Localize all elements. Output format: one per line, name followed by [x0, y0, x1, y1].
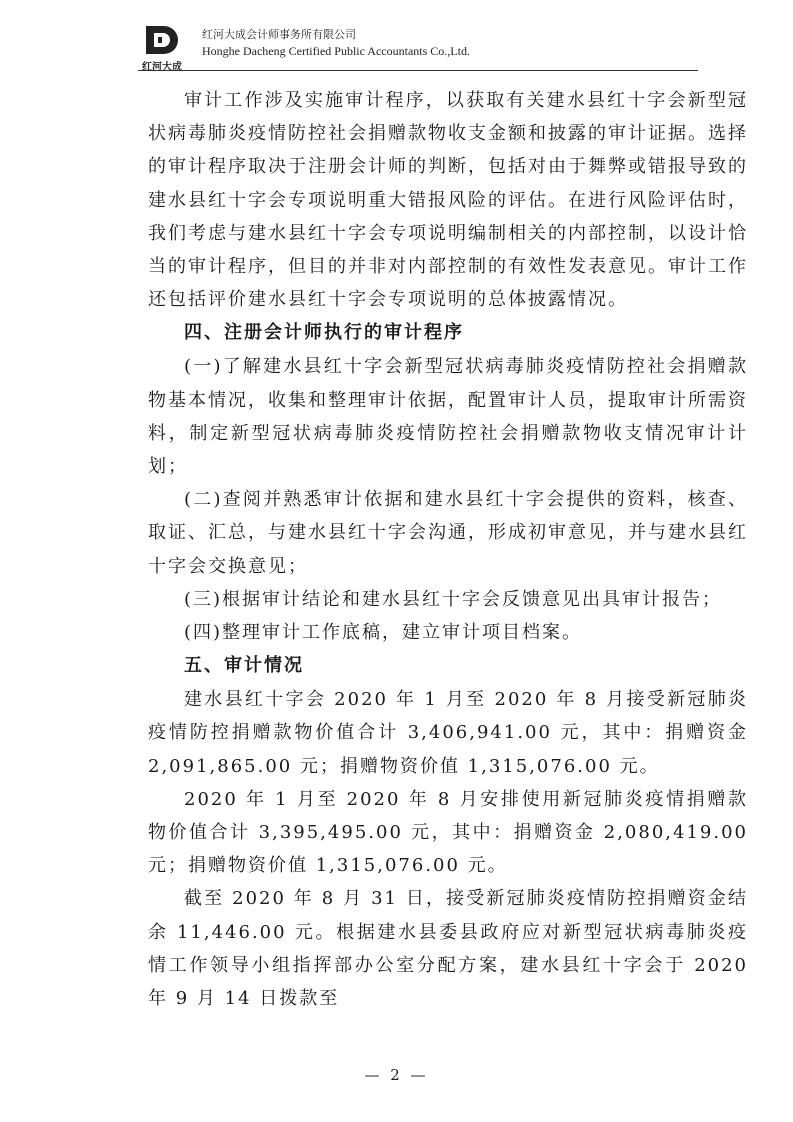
page-header: [138, 20, 698, 76]
firm-logo: [138, 24, 186, 72]
section4-item-1: (一)了解建水县红十字会新型冠状病毒肺炎疫情防控社会捐赠款物基本情况，收集和整理审计依据，配置审计人员，提取审计所需资料，制定新型冠状病毒肺炎疫情防控社会捐赠款物收支情况审计计划；: [148, 356, 748, 478]
page-number: — 2 —: [364, 1066, 429, 1084]
firm-logo-icon: [144, 24, 180, 56]
section5-paragraph-1: 建水县红十字会 2020 年 1 月至 2020 年 8 月接受新冠肺炎疫情防控捐赠款物价值合计 3,406,941.00 元，其中：捐赠资金 2,091,865.00 元；捐赠物资价值 1,315,076.00 元。: [148, 689, 748, 777]
section4-item-4: (四)整理审计工作底稿，建立审计项目档案。: [184, 622, 583, 644]
header-divider: [138, 70, 698, 71]
section5-paragraph-3: 截至 2020 年 8 月 31 日，接受新冠肺炎疫情防控捐赠资金结余 11,446.00 元。根据建水县委县政府应对新型冠状病毒肺炎疫情工作领导小组指挥部办公室分配方案，建水县红十字会于 2020 年 9 月 14 日拨款至: [148, 888, 748, 1010]
section4-heading: 四、注册会计师执行的审计程序: [184, 322, 464, 344]
firm-name-en: Honghe Dacheng Certified Public Accountants Co.,Ltd.: [202, 44, 470, 58]
intro-paragraph: 审计工作涉及实施审计程序，以获取有关建水县红十字会新型冠状病毒肺炎疫情防控社会捐赠款物收支金额和披露的审计证据。选择的审计程序取决于注册会计师的判断，包括对由于舞弊或错报导致的建水县红十字会专项说明重大错报风险的评估。在进行风险评估时，我们考虑与建水县红十字会专项说明编制相关的内部控制，以设计恰当的审计程序，但目的并非对内部控制的有效性发表意见。审计工作还包括评价建水县红十字会专项说明的总体披露情况。: [148, 90, 748, 311]
firm-name-cn: 红河大成会计师事务所有限公司: [202, 28, 356, 41]
logo-text: 红河大成: [142, 62, 182, 73]
section5-paragraph-2: 2020 年 1 月至 2020 年 8 月安排使用新冠肺炎疫情捐赠款物价值合计 3,395,495.00 元，其中：捐赠资金 2,080,419.00 元；捐赠物资价值 1,315,076.00 元。: [148, 788, 748, 877]
section5-heading: 五、审计情况: [184, 655, 304, 677]
document-body: [148, 84, 748, 1015]
section4-item-2: (二)查阅并熟悉审计依据和建水县红十字会提供的资料，核查、取证、汇总，与建水县红十字会沟通，形成初审意见，并与建水县红十字会交换意见；: [148, 489, 748, 577]
section4-item-3: (三)根据审计结论和建水县红十字会反馈意见出具审计报告；: [184, 588, 723, 610]
